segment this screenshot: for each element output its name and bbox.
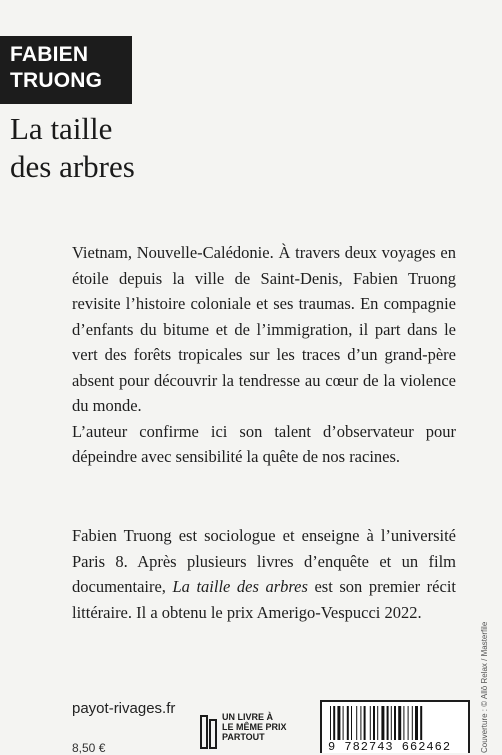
book-blurb [72, 240, 456, 470]
author-name-box [0, 36, 132, 104]
barcode-bar [351, 706, 352, 740]
barcode-bar [333, 706, 335, 740]
barcode-bar [387, 706, 389, 740]
barcode-bar [408, 706, 409, 740]
barcode-bar [330, 706, 331, 740]
author-last-name: TRUONG [10, 69, 103, 92]
author-first-name: FABIEN [10, 43, 89, 66]
bio-title-italic: La taille des arbres [172, 577, 308, 596]
prix-unique-line-3: PARTOUT [222, 732, 265, 742]
barcode-bars [328, 706, 464, 740]
blurb-paragraph-1: Vietnam, Nouvelle-Calédonie. À travers deux voyages en étoile depuis la ville de Saint-Denis, Fabien Truong revisite l’histoire coloniale et ses traumas. En compagnie d’enfants du bitume et de l’immigration, il part dans le vert des forêts tropicales sur les traces d’un grand-père absent pour découvrir la tendresse au cœur de la violence du monde. [72, 243, 456, 415]
prix-unique-line-1: UN LIVRE À [222, 712, 274, 722]
barcode-bar [360, 706, 361, 740]
barcode-bar [381, 706, 384, 740]
prix-unique-logo [200, 712, 310, 753]
barcode-bar [415, 706, 418, 740]
book-price: 8,50 € [72, 741, 106, 755]
barcode-bar [337, 706, 340, 740]
book-title [10, 110, 135, 186]
barcode-bar [391, 706, 392, 740]
book-title-line-1: La taille [10, 111, 113, 146]
prix-unique-line-2: LE MÊME PRIX [222, 722, 287, 732]
book-stack-icon [200, 714, 218, 750]
barcode-bar [420, 706, 422, 740]
blurb-paragraph-2: L’auteur confirme ici son talent d’observateur pour dépeindre avec sensibilité la quête de nos racines. [72, 421, 456, 466]
barcode-bar [364, 706, 366, 740]
bio-text-start: Fabien Truong est sociologue et enseigne à l’université Paris 8. Après plusieurs livres d’enquête et un film documentaire, [72, 526, 456, 596]
barcode-bar [377, 706, 378, 740]
barcode-bar [370, 706, 371, 740]
barcode-bar [394, 706, 396, 740]
barcode-bar [343, 706, 344, 740]
barcode-bar [403, 706, 404, 740]
publisher-website: payot-rivages.fr [72, 700, 176, 717]
barcode-bar [373, 706, 375, 740]
barcode-bar [356, 706, 357, 740]
isbn-barcode [320, 700, 470, 753]
author-bio [72, 523, 456, 625]
barcode-bar [398, 706, 401, 740]
barcode-bar [347, 706, 349, 740]
photo-credit: Couverture : © Allô Relax / Masterfile [480, 621, 489, 753]
bio-text-end: est son premier récit littéraire. Il a obtenu le prix Amerigo-Vespucci 2022. [72, 577, 456, 622]
isbn-number: 9 782743 662462 [328, 740, 452, 753]
book-title-line-2: des arbres [10, 149, 135, 184]
prix-unique-text [222, 712, 287, 742]
barcode-bar [412, 706, 413, 740]
